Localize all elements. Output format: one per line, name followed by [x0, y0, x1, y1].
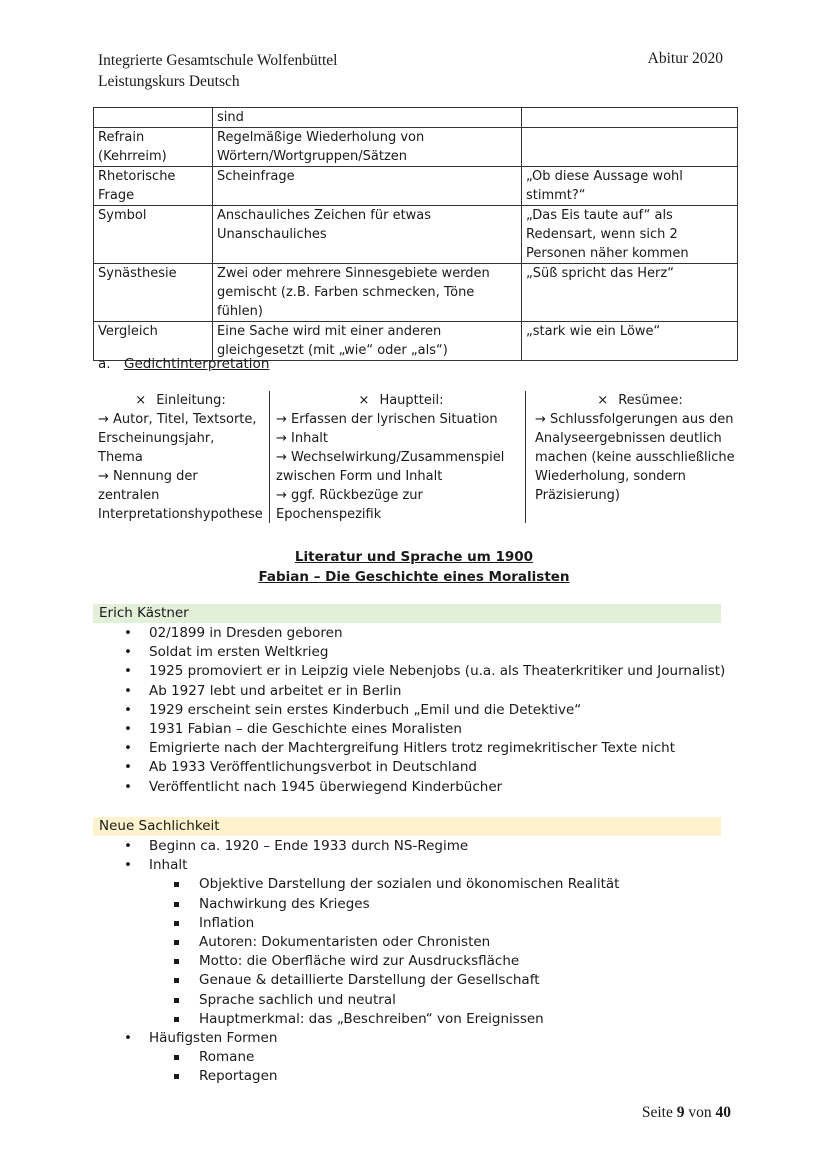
square-bullet-icon [174, 1017, 179, 1022]
page-header [98, 50, 338, 92]
column-line: → ggf. Rückbezüge zur Epochenspezifik [276, 488, 423, 522]
table-row [94, 108, 738, 128]
interpretation-structure [93, 391, 738, 523]
column-resuemee [525, 391, 745, 523]
section-title: Gedichtinterpretation [124, 356, 270, 372]
list-item [121, 682, 725, 701]
footer-prefix: Seite [641, 1104, 673, 1121]
sub-list [149, 1048, 619, 1086]
square-bullet-icon [174, 921, 179, 926]
sub-list-item-text: Romane [199, 1049, 255, 1066]
example-cell: „Das Eis taute auf“ als Redensart, wenn sich 2 Personen näher kommen [522, 206, 738, 264]
page-footer [642, 1104, 731, 1122]
term-cell: Symbol [94, 206, 213, 264]
square-bullet-icon [174, 998, 179, 1003]
list-item [121, 778, 725, 797]
term-cell: Synästhesie [94, 264, 213, 322]
cross-bullet-icon: × [358, 393, 370, 408]
square-bullet-icon [174, 959, 179, 964]
square-bullet-icon [174, 1055, 179, 1060]
cross-bullet-icon: × [597, 393, 609, 408]
example-cell: „Süß spricht das Herz“ [522, 264, 738, 322]
term-cell [94, 108, 213, 128]
list-item-text: Ab 1927 lebt und arbeitet er in Berlin [149, 682, 402, 699]
sub-list-item-text: Hauptmerkmal: das „Beschreiben“ von Ereignissen [199, 1010, 544, 1027]
list-item-text: Häufigsten Formen [149, 1030, 278, 1047]
cross-bullet-icon: × [135, 393, 147, 408]
list-item-text: Beginn ca. 1920 – Ende 1933 durch NS-Regime [149, 838, 469, 854]
bullet-icon: • [124, 740, 132, 757]
sub-list-item [149, 952, 619, 971]
footer-mid: von [688, 1104, 712, 1121]
definition-cell: sind [213, 108, 522, 128]
sub-list [149, 875, 619, 1029]
column-heading: Hauptteil: [379, 393, 444, 408]
sub-list-item-text: Genaue & detaillierte Darstellung der Gesellschaft [199, 972, 540, 989]
section-heading [98, 356, 269, 372]
term-cell: Refrain (Kehrreim) [94, 128, 213, 167]
column-einleitung [98, 391, 263, 523]
example-cell: „stark wie ein Löwe“ [522, 322, 738, 361]
column-heading: Resümee: [618, 393, 683, 408]
list-item-text: Ab 1933 Veröffentlichungsverbot in Deutschland [149, 759, 477, 776]
kaestner-list [121, 624, 725, 797]
example-cell: „Ob diese Aussage wohl stimmt?“ [522, 167, 738, 206]
definition-cell: Eine Sache wird mit einer anderen gleichgesetzt (mit „wie“ oder „als“) [213, 322, 522, 361]
table-row [94, 322, 738, 361]
bullet-icon: • [124, 721, 132, 738]
square-bullet-icon [174, 978, 179, 983]
sub-list-item-text: Autoren: Dokumentaristen oder Chronisten [199, 934, 491, 951]
definition-cell: Anschauliches Zeichen für etwas Unanschauliches [213, 206, 522, 264]
example-cell [522, 108, 738, 128]
school-name: Integrierte Gesamtschule Wolfenbüttel [98, 52, 338, 69]
column-hauptteil [269, 391, 526, 523]
term-cell: Vergleich [94, 322, 213, 361]
column-line: → Nennung der zentralen Interpretationshypothese [98, 469, 263, 522]
list-item [121, 856, 619, 1029]
bullet-icon: • [124, 625, 132, 641]
column-line: → Autor, Titel, Textsorte, Erscheinungsjahr, Thema [98, 412, 257, 465]
sub-list-item [149, 914, 619, 933]
list-item [121, 1029, 619, 1087]
section-number: a. [98, 356, 111, 372]
list-item-text: 02/1899 in Dresden geboren [149, 625, 343, 641]
column-heading: Einleitung: [156, 393, 226, 408]
sub-list-item-text: Sprache sachlich und neutral [199, 991, 396, 1008]
square-bullet-icon [174, 902, 179, 907]
chapter-subtitle: Fabian – Die Geschichte eines Moralisten [258, 569, 570, 585]
total-pages: 40 [715, 1104, 731, 1121]
table-row [94, 128, 738, 167]
list-item-text: Soldat im ersten Weltkrieg [149, 644, 329, 661]
column-line: → Inhalt [276, 431, 329, 446]
bullet-icon: • [124, 838, 132, 854]
chapter-title: Literatur und Sprache um 1900 [294, 549, 534, 565]
column-line: → Erfassen der lyrischen Situation [276, 412, 498, 427]
definition-cell: Regelmäßige Wiederholung von Wörtern/Wortgruppen/Sätzen [213, 128, 522, 167]
sub-list-item [149, 1048, 619, 1067]
sachlichkeit-list [121, 837, 619, 1087]
sub-list-item-text: Inflation [199, 914, 255, 931]
kaestner-heading: Erich Kästner [93, 604, 721, 623]
list-item [121, 643, 725, 662]
column-line: → Wechselwirkung/Zusammenspiel zwischen Form und Inhalt [276, 450, 505, 484]
course-name: Leistungskurs Deutsch [98, 73, 240, 90]
list-item-text: 1929 erscheint sein erstes Kinderbuch „Emil und die Detektive“ [149, 701, 582, 718]
list-item [121, 624, 725, 643]
bullet-icon: • [124, 1030, 132, 1047]
sub-list-item-text: Objektive Darstellung der sozialen und ökonomischen Realität [199, 876, 620, 893]
exam-label: Abitur 2020 [647, 50, 723, 67]
sub-list-item [149, 971, 619, 990]
column-line: → Schlussfolgerungen aus den Analyseergebnissen deutlich machen (keine ausschließliche Wiederholung, sondern Präzisierung) [535, 412, 735, 503]
sub-list-item [149, 991, 619, 1010]
list-item [121, 720, 725, 739]
sachlichkeit-heading: Neue Sachlichkeit [93, 817, 721, 836]
bullet-icon: • [124, 759, 132, 776]
square-bullet-icon [174, 940, 179, 945]
sub-list-item [149, 1067, 619, 1086]
bullet-icon: • [124, 682, 132, 699]
bullet-icon: • [124, 701, 132, 718]
list-item-text: Emigrierte nach der Machtergreifung Hitlers trotz regimekritischer Texte nicht [149, 740, 676, 757]
bullet-icon: • [124, 778, 132, 795]
square-bullet-icon [174, 882, 179, 887]
list-item-text: 1931 Fabian – die Geschichte eines Moralisten [149, 721, 462, 738]
example-cell [522, 128, 738, 167]
table-row [94, 264, 738, 322]
bullet-icon: • [124, 663, 132, 680]
sub-list-item [149, 933, 619, 952]
list-item [121, 739, 725, 758]
current-page: 9 [676, 1104, 685, 1121]
table-row [94, 206, 738, 264]
definition-cell: Scheinfrage [213, 167, 522, 206]
sub-list-item-text: Reportagen [199, 1068, 278, 1085]
list-item-text: Veröffentlicht nach 1945 überwiegend Kinderbücher [149, 778, 503, 795]
list-item [121, 662, 725, 681]
term-cell: Rhetorische Frage [94, 167, 213, 206]
list-item [121, 837, 619, 856]
list-item [121, 758, 725, 777]
bullet-icon: • [124, 644, 132, 661]
sub-list-item [149, 875, 619, 894]
list-item [121, 701, 725, 720]
square-bullet-icon [174, 1074, 179, 1079]
sub-list-item [149, 895, 619, 914]
sub-list-item [149, 1010, 619, 1029]
sub-list-item-text: Motto: die Oberfläche wird zur Ausdrucksfläche [199, 953, 520, 970]
list-item-text: Inhalt [149, 857, 188, 874]
stylistic-devices-table [93, 107, 738, 361]
list-item-text: 1925 promoviert er in Leipzig viele Nebenjobs (u.a. als Theaterkritiker und Journalist) [149, 663, 726, 680]
bullet-icon: • [124, 857, 132, 874]
sub-list-item-text: Nachwirkung des Krieges [199, 895, 370, 912]
definition-cell: Zwei oder mehrere Sinnesgebiete werden gemischt (z.B. Farben schmecken, Töne fühlen) [213, 264, 522, 322]
table-row [94, 167, 738, 206]
